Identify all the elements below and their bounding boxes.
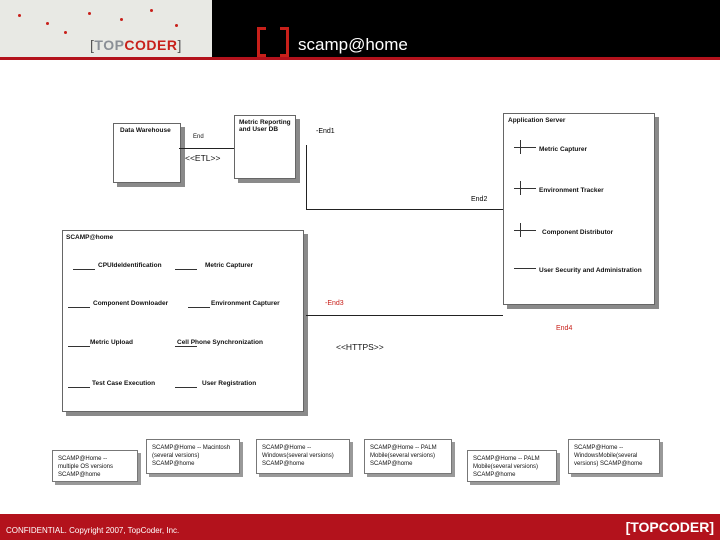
etl-stereotype: <<ETL>>: [185, 153, 221, 163]
end4-label: End4: [556, 325, 573, 332]
map-dot: [64, 31, 67, 34]
page-title: scamp@home: [298, 35, 408, 54]
application-server-node: Application Server Metric Capturer Environment Tracker Component Distributor User Security and Administration: [503, 113, 655, 305]
footer-logo: [TOPCODER]: [625, 519, 714, 535]
world-map-banner: [0, 0, 212, 57]
note-macintosh: SCAMP@Home -- Macintosh (several versions) SCAMP@home: [146, 439, 240, 474]
note-multi-os: SCAMP@Home -- multiple OS versions SCAMP@home: [52, 450, 138, 482]
copyright-text: CONFIDENTIAL. Copyright 2007, TopCoder, Inc.: [6, 526, 180, 535]
app-server-connector: [306, 145, 307, 210]
map-dot: [120, 18, 123, 21]
https-stereotype: <<HTTPS>>: [336, 342, 384, 352]
header-divider: [0, 57, 720, 60]
note-windows-mobile: SCAMP@Home -- WindowsMobile(several versions) SCAMP@home: [568, 439, 660, 474]
footer-bar: [0, 514, 720, 540]
note-palm-1: SCAMP@Home -- PALM Mobile(several versions) SCAMP@home: [364, 439, 452, 474]
end3-label: -End3: [325, 300, 344, 307]
map-dot: [175, 24, 178, 27]
https-connector: [306, 315, 503, 316]
title-bracket-icon: [257, 27, 289, 53]
topcoder-logo: [TOPCODER]: [90, 37, 182, 53]
map-dot: [46, 22, 49, 25]
data-warehouse-node: Data Warehouse: [113, 123, 181, 183]
metric-reporting-node: Metric Reporting and User DB: [234, 115, 296, 179]
map-dot: [18, 14, 21, 17]
app-server-connector: [306, 209, 503, 210]
end-label: End: [193, 134, 204, 140]
scamp-home-node: SCAMP@home CPUIdeldentification Metric Capturer Component Downloader Environment Capturer Metric Upload Cell Phone Synchronization Test Case Execution User Registration: [62, 230, 304, 412]
map-dot: [88, 12, 91, 15]
note-windows: SCAMP@Home -- Windows(several versions) SCAMP@home: [256, 439, 350, 474]
note-palm-2: SCAMP@Home -- PALM Mobile(several versions) SCAMP@home: [467, 450, 557, 482]
end1-label: -End1: [316, 128, 335, 135]
end2-label: End2: [471, 196, 488, 203]
etl-connector: [179, 148, 234, 149]
map-dot: [150, 9, 153, 12]
